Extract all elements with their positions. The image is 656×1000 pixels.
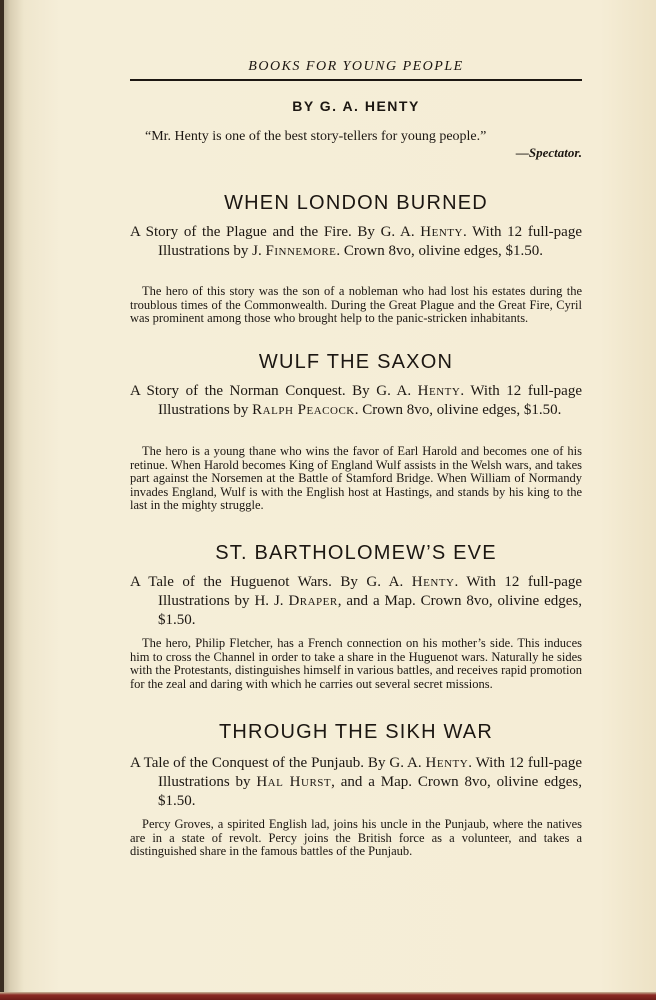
book-description: A Tale of the Conquest of the Punjaub. By G. A. Henty. With 12 full-page Illustrations by Hal Hurst, and a Map. Crown 8vo, olivine edges, $1.50. [130, 755, 582, 809]
book-title: ST. BARTHOLOMEW’S EVE [215, 542, 497, 564]
running-head: BOOKS FOR YOUNG PEOPLE [248, 59, 464, 74]
quote-source: —Spectator. [515, 145, 582, 160]
author-heading: BY G. A. HENTY [292, 98, 420, 114]
page-bottom-edge [0, 992, 656, 1000]
book-title: THROUGH THE SIKH WAR [218, 721, 493, 743]
book-blurb: The hero, Philip Fletcher, has a French connection on his mother’s side. This induces him to cross the Channel in order to take a share in the Huguenot wars. Naturally he sides with the Protestants, distinguishes himself in various battles, and receives rapid promotion for the zeal and daring with which he carries out several secret missions. [130, 636, 582, 691]
header-rule [130, 79, 582, 81]
book-blurb: The hero of this story was the son of a nobleman who had lost his estates during the troublous times of the Commonwealth. During the Great Plague and the Great Fire, Cyril was prominent among those who brought help to the panic-stricken inhabitants. [130, 284, 582, 325]
book-blurb: Percy Groves, a spirited English lad, joins his uncle in the Punjaub, where the natives are in a state of revolt. Percy joins the British force as a volunteer, and takes a distinguished share in the famous battles of the Punjaub. [130, 817, 582, 858]
book-title: WULF THE SAXON [258, 351, 454, 373]
book-description: A Tale of the Huguenot Wars. By G. A. Henty. With 12 full-page Illustrations by H. J. Draper, and a Map. Crown 8vo, olivine edges, $1.50. [130, 574, 583, 628]
book-title: WHEN LONDON BURNED [224, 192, 488, 214]
review-quote: “Mr. Henty is one of the best story-tellers for young people.” [145, 129, 487, 144]
book-description: A Story of the Plague and the Fire. By G. A. Henty. With 12 full-page Illustrations by J. Finnemore. Crown 8vo, olivine edges, $1.50. [130, 224, 582, 259]
page-spine-edge [0, 0, 4, 1000]
book-blurb: The hero is a young thane who wins the favor of Earl Harold and becomes one of his retinue. When Harold becomes King of England Wulf assists in the Welsh wars, and takes part against the Norsemen at the Battle of Stamford Bridge. When William of Normandy invades England, Wulf is with the English host at Hastings, and stands by his king to the last in the mighty struggle. [130, 444, 582, 512]
book-description: A Story of the Norman Conquest. By G. A. Henty. With 12 full-page Illustrations by Ralph Peacock. Crown 8vo, olivine edges, $1.50. [130, 383, 582, 418]
